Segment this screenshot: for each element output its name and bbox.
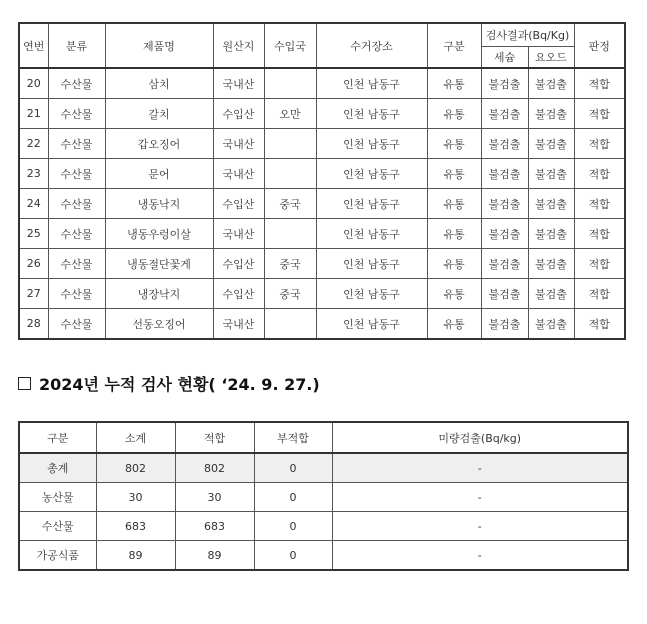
header-result-group: 검사결과(Bq/Kg) (481, 23, 574, 47)
cell-category: 수산물 (48, 249, 105, 279)
cell-product: 냉동낙지 (105, 189, 213, 219)
cell-no: 20 (19, 68, 48, 99)
summary-cell-fail: 0 (254, 541, 332, 571)
cell-cesium: 불검출 (481, 189, 528, 219)
cell-origin: 수입산 (213, 249, 264, 279)
cell-iodine: 불검출 (528, 189, 574, 219)
cell-product: 냉동절단꽃게 (105, 249, 213, 279)
summary-cell-type: 농산물 (19, 483, 96, 512)
summary-header-trace: 미량검출(Bq/kg) (332, 422, 628, 453)
cell-import-country: 중국 (264, 189, 316, 219)
summary-row (19, 483, 628, 512)
header-collection-place: 수거장소 (316, 23, 427, 68)
cell-iodine: 불검출 (528, 219, 574, 249)
cell-iodine: 불검출 (528, 129, 574, 159)
summary-header-type: 구분 (19, 422, 96, 453)
cell-type: 유통 (427, 279, 481, 309)
table-row (19, 68, 625, 99)
checkbox-square-icon (18, 377, 31, 390)
cell-cesium: 불검출 (481, 68, 528, 99)
cell-origin: 수입산 (213, 279, 264, 309)
table-row (19, 219, 625, 249)
cell-product: 선동오징어 (105, 309, 213, 340)
cell-category: 수산물 (48, 159, 105, 189)
cell-verdict: 적합 (574, 99, 625, 129)
cell-import-country: 중국 (264, 249, 316, 279)
cell-import-country: 오만 (264, 99, 316, 129)
cell-category: 수산물 (48, 189, 105, 219)
cell-type: 유통 (427, 249, 481, 279)
table-row (19, 129, 625, 159)
summary-cell-fail: 0 (254, 512, 332, 541)
cell-verdict: 적합 (574, 129, 625, 159)
cell-no: 26 (19, 249, 48, 279)
cell-type: 유통 (427, 189, 481, 219)
table-row (19, 189, 625, 219)
summary-header-subtotal: 소계 (96, 422, 175, 453)
cell-type: 유통 (427, 99, 481, 129)
cell-category: 수산물 (48, 68, 105, 99)
summary-cell-type: 수산물 (19, 512, 96, 541)
cell-iodine: 불검출 (528, 279, 574, 309)
cell-category: 수산물 (48, 309, 105, 340)
cell-type: 유통 (427, 68, 481, 99)
header-verdict: 판정 (574, 23, 625, 68)
cell-import-country (264, 68, 316, 99)
summary-cell-pass: 802 (175, 453, 254, 483)
cumulative-summary-body (19, 453, 628, 570)
cell-import-country: 중국 (264, 279, 316, 309)
cell-collection-place: 인천 남동구 (316, 219, 427, 249)
cell-product: 냉장낙지 (105, 279, 213, 309)
cell-type: 유통 (427, 219, 481, 249)
header-origin: 원산지 (213, 23, 264, 68)
cell-cesium: 불검출 (481, 129, 528, 159)
summary-cell-trace: - (332, 483, 628, 512)
cell-verdict: 적합 (574, 309, 625, 340)
table-row (19, 249, 625, 279)
summary-row (19, 512, 628, 541)
cell-origin: 국내산 (213, 159, 264, 189)
summary-cell-subtotal: 89 (96, 541, 175, 571)
header-iodine: 요오드 (528, 47, 574, 69)
cell-verdict: 적합 (574, 249, 625, 279)
cell-no: 25 (19, 219, 48, 249)
cell-type: 유통 (427, 309, 481, 340)
cell-collection-place: 인천 남동구 (316, 279, 427, 309)
cell-verdict: 적합 (574, 279, 625, 309)
cell-cesium: 불검출 (481, 99, 528, 129)
cell-collection-place: 인천 남동구 (316, 68, 427, 99)
cell-iodine: 불검출 (528, 68, 574, 99)
table-row (19, 279, 625, 309)
cell-iodine: 불검출 (528, 99, 574, 129)
table-row (19, 99, 625, 129)
summary-cell-subtotal: 683 (96, 512, 175, 541)
summary-cell-pass: 30 (175, 483, 254, 512)
cell-product: 냉동우렁이살 (105, 219, 213, 249)
cumulative-summary-table (18, 421, 629, 571)
summary-total-row (19, 453, 628, 483)
cell-product: 갑오징어 (105, 129, 213, 159)
cell-collection-place: 인천 남동구 (316, 129, 427, 159)
summary-cell-pass: 89 (175, 541, 254, 571)
cell-no: 22 (19, 129, 48, 159)
cell-cesium: 불검출 (481, 249, 528, 279)
cell-import-country (264, 129, 316, 159)
cell-iodine: 불검출 (528, 309, 574, 340)
table-row (19, 309, 625, 340)
cell-cesium: 불검출 (481, 309, 528, 340)
cell-product: 삼치 (105, 68, 213, 99)
cell-origin: 국내산 (213, 309, 264, 340)
cell-no: 23 (19, 159, 48, 189)
cell-collection-place: 인천 남동구 (316, 189, 427, 219)
cell-origin: 수입산 (213, 99, 264, 129)
summary-cell-fail: 0 (254, 453, 332, 483)
summary-cell-pass: 683 (175, 512, 254, 541)
cell-category: 수산물 (48, 129, 105, 159)
cell-category: 수산물 (48, 279, 105, 309)
cell-origin: 국내산 (213, 68, 264, 99)
cell-product: 문어 (105, 159, 213, 189)
summary-cell-subtotal: 802 (96, 453, 175, 483)
cell-no: 24 (19, 189, 48, 219)
summary-cell-type: 총계 (19, 453, 96, 483)
summary-row (19, 541, 628, 571)
cell-cesium: 불검출 (481, 219, 528, 249)
cell-collection-place: 인천 남동구 (316, 249, 427, 279)
cell-collection-place: 인천 남동구 (316, 99, 427, 129)
cell-iodine: 불검출 (528, 249, 574, 279)
summary-cell-type: 가공식품 (19, 541, 96, 571)
cell-import-country (264, 159, 316, 189)
inspection-results-table (18, 22, 626, 340)
header-cesium: 세슘 (481, 47, 528, 69)
summary-cell-subtotal: 30 (96, 483, 175, 512)
cell-iodine: 불검출 (528, 159, 574, 189)
cell-type: 유통 (427, 159, 481, 189)
summary-header-fail: 부적합 (254, 422, 332, 453)
cell-verdict: 적합 (574, 189, 625, 219)
header-type: 구분 (427, 23, 481, 68)
cell-no: 21 (19, 99, 48, 129)
header-import-country: 수입국 (264, 23, 316, 68)
cell-no: 27 (19, 279, 48, 309)
section-title-text: 2024년 누적 검사 현황( ‘24. 9. 27.) (39, 375, 320, 394)
header-no: 연번 (19, 23, 48, 68)
cell-category: 수산물 (48, 219, 105, 249)
cell-origin: 국내산 (213, 219, 264, 249)
table-row (19, 159, 625, 189)
summary-cell-trace: - (332, 512, 628, 541)
cell-type: 유통 (427, 129, 481, 159)
cell-import-country (264, 309, 316, 340)
cell-cesium: 불검출 (481, 279, 528, 309)
inspection-results-body (19, 68, 625, 339)
cell-product: 갈치 (105, 99, 213, 129)
summary-cell-trace: - (332, 541, 628, 571)
cell-verdict: 적합 (574, 219, 625, 249)
cell-no: 28 (19, 309, 48, 340)
cell-collection-place: 인천 남동구 (316, 309, 427, 340)
section-title (18, 372, 320, 395)
header-product: 제품명 (105, 23, 213, 68)
summary-cell-trace: - (332, 453, 628, 483)
header-category: 분류 (48, 23, 105, 68)
cell-cesium: 불검출 (481, 159, 528, 189)
cell-verdict: 적합 (574, 68, 625, 99)
cell-origin: 국내산 (213, 129, 264, 159)
cell-verdict: 적합 (574, 159, 625, 189)
cell-import-country (264, 219, 316, 249)
cell-collection-place: 인천 남동구 (316, 159, 427, 189)
cell-origin: 수입산 (213, 189, 264, 219)
summary-cell-fail: 0 (254, 483, 332, 512)
cell-category: 수산물 (48, 99, 105, 129)
summary-header-pass: 적합 (175, 422, 254, 453)
